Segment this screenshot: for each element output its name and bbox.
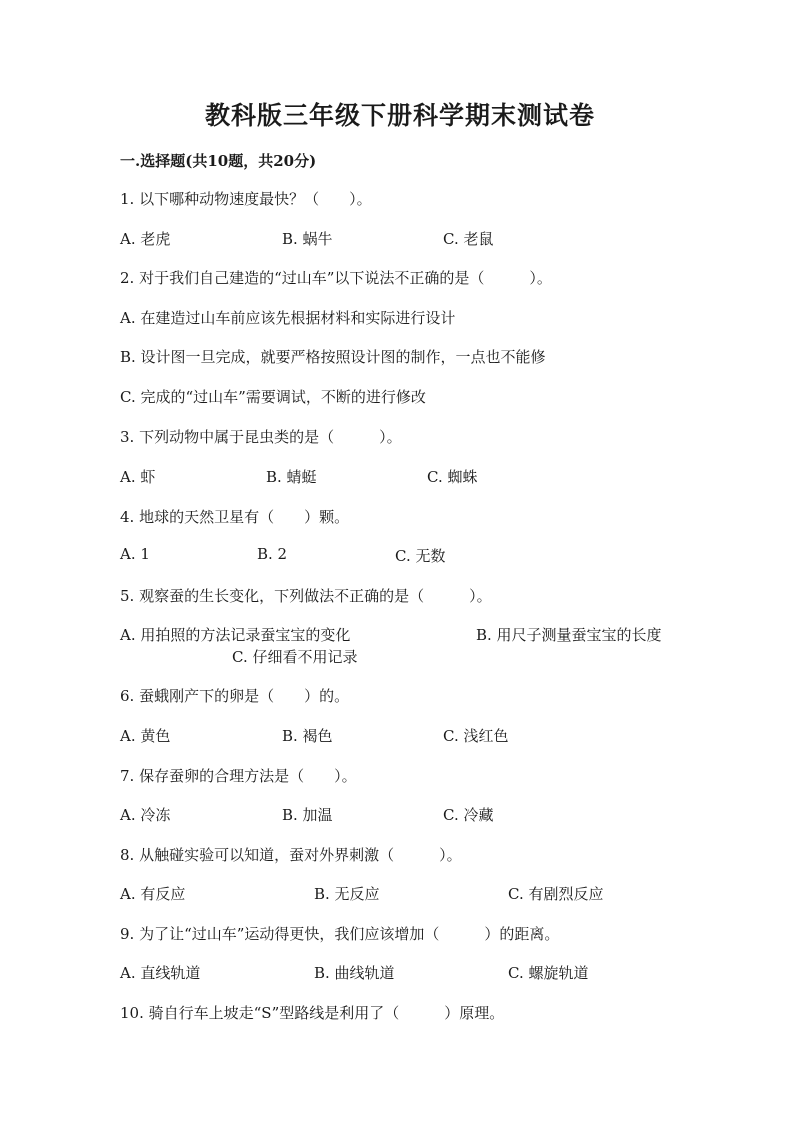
q9-option-b: B. 曲线轨道: [314, 964, 395, 982]
q8-option-c: C. 有剧烈反应: [508, 885, 604, 903]
question-4: 4. 地球的天然卫星有（ ）颗。: [120, 508, 350, 526]
q6-option-a: A. 黄色: [120, 727, 171, 745]
q4-option-c: C. 无数: [395, 547, 446, 565]
q6-option-c: C. 浅红色: [443, 727, 509, 745]
q9-option-a: A. 直线轨道: [120, 964, 201, 982]
q1-option-c: C. 老鼠: [443, 230, 494, 248]
q8-option-a: A. 有反应: [120, 885, 186, 903]
q7-option-b: B. 加温: [282, 806, 333, 824]
question-6: 6. 蚕蛾刚产下的卵是（ ）的。: [120, 687, 350, 705]
q4-option-a: A. 1: [120, 545, 150, 563]
q7-option-c: C. 冷藏: [443, 806, 494, 824]
q1-option-a: A. 老虎: [120, 230, 171, 248]
question-1: 1. 以下哪种动物速度最快？（ ）。: [120, 190, 372, 208]
question-3: 3. 下列动物中属于昆虫类的是（ ）。: [120, 428, 402, 446]
q2-option-c: C. 完成的“过山车”需要调试，不断的进行修改: [120, 388, 426, 406]
q4-option-b: B. 2: [257, 545, 288, 563]
q7-option-a: A. 冷冻: [120, 806, 171, 824]
q2-option-a: A. 在建造过山车前应该先根据材料和实际进行设计: [120, 309, 456, 327]
q1-option-b: B. 蜗牛: [282, 230, 333, 248]
question-2: 2. 对于我们自己建造的“过山车”以下说法不正确的是（ ）。: [120, 269, 552, 287]
q8-option-b: B. 无反应: [314, 885, 380, 903]
page-title: 教科版三年级下册科学期末测试卷: [204, 101, 595, 130]
q3-option-b: B. 蜻蜓: [266, 468, 317, 486]
q5-option-c: C. 仔细看不用记录: [232, 648, 358, 666]
question-10: 10. 骑自行车上坡走“S”型路线是利用了（ ）原理。: [120, 1004, 505, 1022]
question-5: 5. 观察蚕的生长变化，下列做法不正确的是（ ）。: [120, 587, 492, 605]
question-8: 8. 从触碰实验可以知道，蚕对外界刺激（ ）。: [120, 846, 462, 864]
q3-option-c: C. 蜘蛛: [427, 468, 478, 486]
question-7: 7. 保存蚕卵的合理方法是（ ）。: [120, 767, 357, 785]
q5-option-a: A. 用拍照的方法记录蚕宝宝的变化: [120, 626, 351, 644]
q9-option-c: C. 螺旋轨道: [508, 964, 589, 982]
q6-option-b: B. 褐色: [282, 727, 333, 745]
q3-option-a: A. 虾: [120, 468, 156, 486]
q2-option-b: B. 设计图一旦完成，就要严格按照设计图的制作，一点也不能修: [120, 348, 546, 366]
q5-option-b: B. 用尺子测量蚕宝宝的长度: [476, 626, 662, 644]
section-heading: 一.选择题(共10题，共20分): [120, 152, 317, 170]
question-9: 9. 为了让“过山车”运动得更快，我们应该增加（ ）的距离。: [120, 925, 560, 943]
